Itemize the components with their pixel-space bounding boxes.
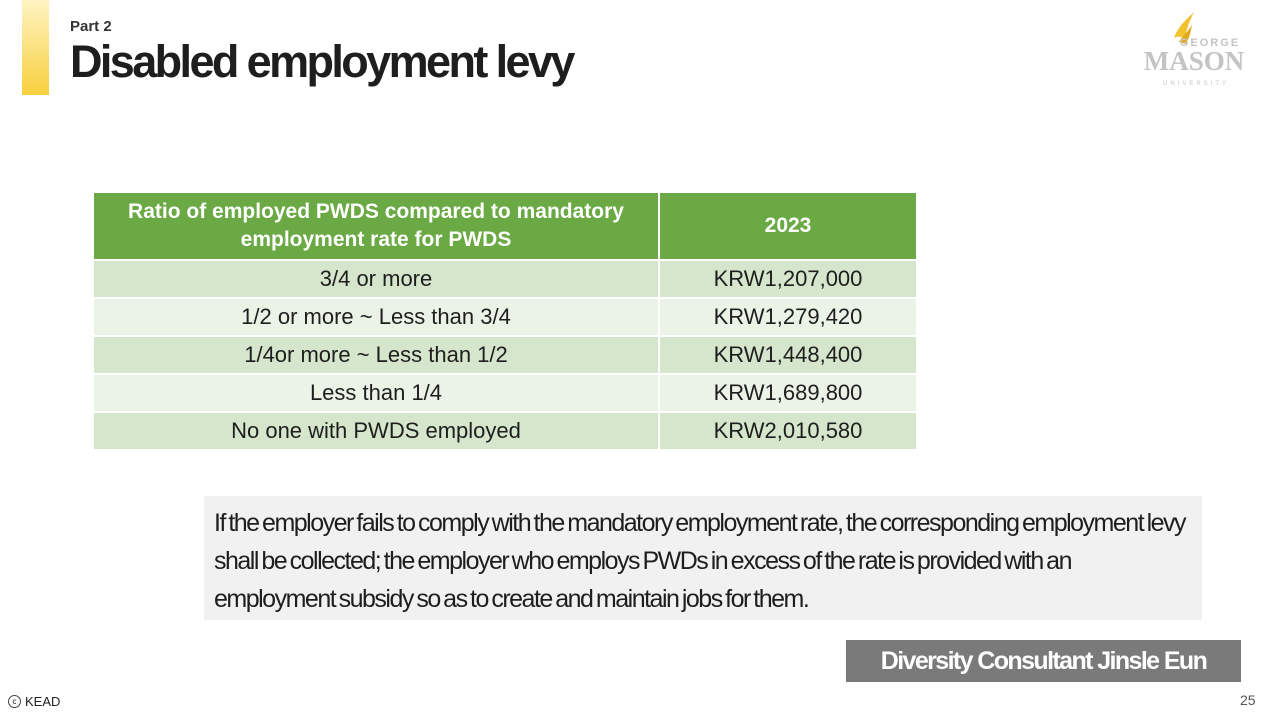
table-row bbox=[94, 260, 916, 298]
presenter-badge: Diversity Consultant Jinsle Eun bbox=[846, 640, 1241, 682]
footer-copyright bbox=[8, 694, 60, 709]
ratio-cell: Less than 1/4 bbox=[94, 374, 659, 412]
table-row bbox=[94, 412, 916, 449]
copyright-icon: c bbox=[8, 695, 21, 708]
amount-cell: KRW1,207,000 bbox=[659, 260, 916, 298]
levy-table-header-row bbox=[94, 193, 916, 260]
copyright-owner: KEAD bbox=[25, 694, 61, 709]
ratio-cell: 1/2 or more ~ Less than 3/4 bbox=[94, 298, 659, 336]
university-logo bbox=[1132, 8, 1256, 92]
amount-cell: KRW2,010,580 bbox=[659, 412, 916, 449]
amount-cell: KRW1,279,420 bbox=[659, 298, 916, 336]
part-label: Part 2 bbox=[70, 18, 112, 35]
logo-word-george: GEORGE bbox=[1179, 37, 1241, 49]
levy-table bbox=[94, 193, 916, 449]
amount-cell: KRW1,689,800 bbox=[659, 374, 916, 412]
logo-word-university: UNIVERSITY bbox=[1162, 81, 1230, 87]
amount-cell: KRW1,448,400 bbox=[659, 336, 916, 374]
page-number: 25 bbox=[1240, 692, 1256, 708]
ratio-cell: No one with PWDS employed bbox=[94, 412, 659, 449]
ratio-cell: 1/4or more ~ Less than 1/2 bbox=[94, 336, 659, 374]
explanation-text: If the employer fails to comply with the mandatory employment rate, the corresponding employment levy shall be collected; the employer who employs PWDs in excess of the rate is provided with an employment subsidy so as to create and maintain jobs for them. bbox=[214, 509, 1186, 613]
column-header-year: 2023 bbox=[659, 193, 916, 260]
table-row bbox=[94, 298, 916, 336]
title-accent-bar bbox=[22, 0, 49, 95]
ratio-cell: 3/4 or more bbox=[94, 260, 659, 298]
explanation-box bbox=[204, 496, 1202, 620]
logo-word-mason: MASON bbox=[1143, 46, 1245, 76]
table-row bbox=[94, 374, 916, 412]
slide-title: Disabled employment levy bbox=[70, 36, 573, 87]
column-header-ratio: Ratio of employed PWDS compared to mandatory employment rate for PWDS bbox=[94, 193, 659, 260]
table-row bbox=[94, 336, 916, 374]
